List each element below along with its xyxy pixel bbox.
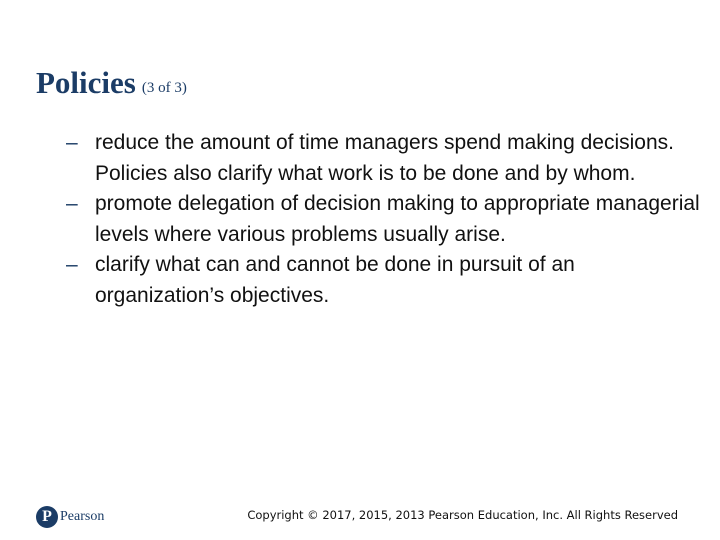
bullet-text: promote delegation of decision making to appropriate managerial levels where various problems usually arise. [95, 192, 700, 246]
bullet-dash: – [66, 192, 78, 215]
bullet-item [66, 128, 706, 189]
bullet-list [66, 128, 706, 311]
slide-subtitle: (3 of 3) [141, 80, 187, 96]
copyright-notice: Copyright © 2017, 2015, 2013 Pearson Education, Inc. All Rights Reserved [247, 508, 678, 522]
pearson-logo-icon: P [36, 506, 58, 528]
bullet-item [66, 250, 706, 311]
bullet-dash: – [66, 131, 78, 154]
bullet-dash: – [66, 253, 78, 276]
pearson-logo-text: Pearson [60, 509, 105, 524]
slide-title-text: Policies [36, 65, 136, 100]
bullet-item [66, 189, 706, 250]
pearson-logo [36, 506, 104, 528]
bullet-text: clarify what can and cannot be done in pursuit of an organization’s objectives. [95, 253, 575, 307]
bullet-text: reduce the amount of time managers spend making decisions. Policies also clarify what work is to be done and by whom. [95, 131, 674, 185]
slide-title [36, 64, 187, 108]
